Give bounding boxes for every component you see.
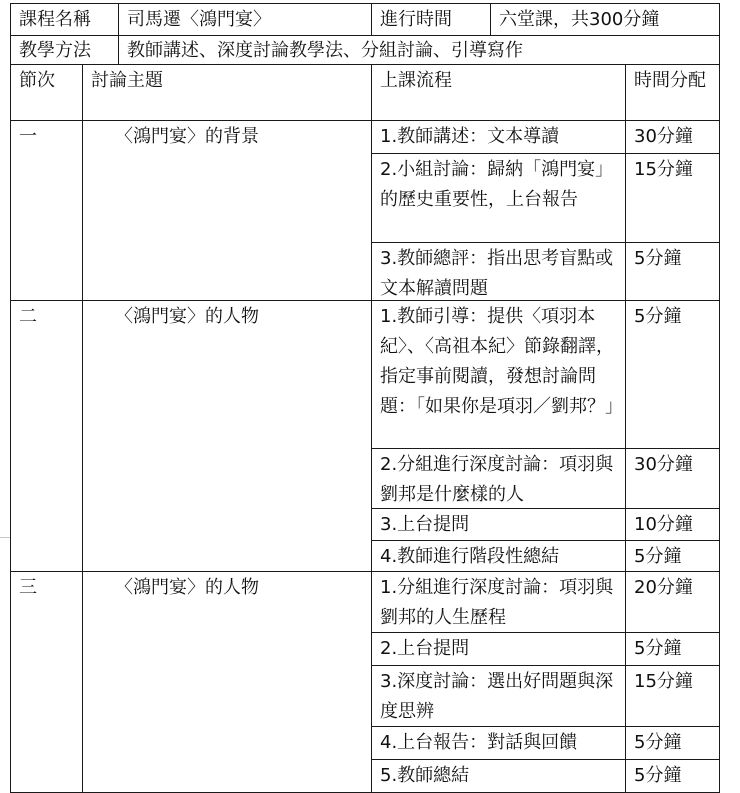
session-1-topic: 〈鴻門宴〉的背景 <box>82 120 372 301</box>
session-1-step-3-flow: 3.教師總評：指出思考盲點或文本解讀問題 <box>371 242 626 301</box>
duration-value: 六堂課，共300分鐘 <box>490 3 720 36</box>
session-3-step-1-time: 20分鐘 <box>625 571 720 633</box>
session-3-step-2-flow: 2.上台提問 <box>371 632 626 666</box>
session-2-step-2-time: 30分鐘 <box>625 448 720 509</box>
session-1-step-1-flow: 1.教師講述：文本導讀 <box>371 120 626 154</box>
duration-label: 進行時間 <box>371 3 491 36</box>
session-2-step-2-flow: 2.分組進行深度討論：項羽與劉邦是什麼樣的人 <box>371 448 626 509</box>
session-1-step-2-time: 15分鐘 <box>625 153 720 243</box>
column-header-flow: 上課流程 <box>371 64 626 121</box>
session-1-step-3-time: 5分鐘 <box>625 242 720 301</box>
session-3-step-4-time: 5分鐘 <box>625 726 720 760</box>
course-name-value: 司馬遷〈鴻門宴〉 <box>118 3 372 36</box>
column-header-topic: 討論主題 <box>82 64 372 121</box>
session-1-number: 一 <box>10 120 83 301</box>
session-3-step-3-time: 15分鐘 <box>625 665 720 727</box>
session-2-step-3-flow: 3.上台提問 <box>371 508 626 541</box>
session-2-step-1-time: 5分鐘 <box>625 300 720 449</box>
session-3-topic: 〈鴻門宴〉的人物 <box>82 571 372 793</box>
column-header-session: 節次 <box>10 64 83 121</box>
session-2-topic: 〈鴻門宴〉的人物 <box>82 300 372 572</box>
session-2-step-1-flow: 1.教師引導：提供〈項羽本紀〉、〈高祖本紀〉節錄翻譯，指定事前閱讀，發想討論問題：「如果你是項羽／劉邦？」 <box>371 300 626 449</box>
session-1-step-2-flow: 2.小組討論：歸納「鴻門宴」的歷史重要性，上台報告 <box>371 153 626 243</box>
session-2-number: 二 <box>10 300 83 572</box>
session-2-step-4-time: 5分鐘 <box>625 540 720 572</box>
session-2-step-3-time: 10分鐘 <box>625 508 720 541</box>
method-label: 教學方法 <box>10 35 119 65</box>
session-1-step-1-time: 30分鐘 <box>625 120 720 154</box>
session-3-step-3-flow: 3.深度討論：選出好問題與深度思辨 <box>371 665 626 727</box>
column-header-time: 時間分配 <box>625 64 720 121</box>
session-3-step-2-time: 5分鐘 <box>625 632 720 666</box>
method-value: 教師講述、深度討論教學法、分組討論、引導寫作 <box>118 35 720 65</box>
page-margin-guide <box>0 537 10 538</box>
session-3-step-5-flow: 5.教師總結 <box>371 759 626 793</box>
session-3-step-4-flow: 4.上台報告：對話與回饋 <box>371 726 626 760</box>
session-3-number: 三 <box>10 571 83 793</box>
session-3-step-5-time: 5分鐘 <box>625 759 720 793</box>
session-3-step-1-flow: 1.分組進行深度討論：項羽與劉邦的人生歷程 <box>371 571 626 633</box>
course-name-label: 課程名稱 <box>10 3 119 36</box>
session-2-step-4-flow: 4.教師進行階段性總結 <box>371 540 626 572</box>
